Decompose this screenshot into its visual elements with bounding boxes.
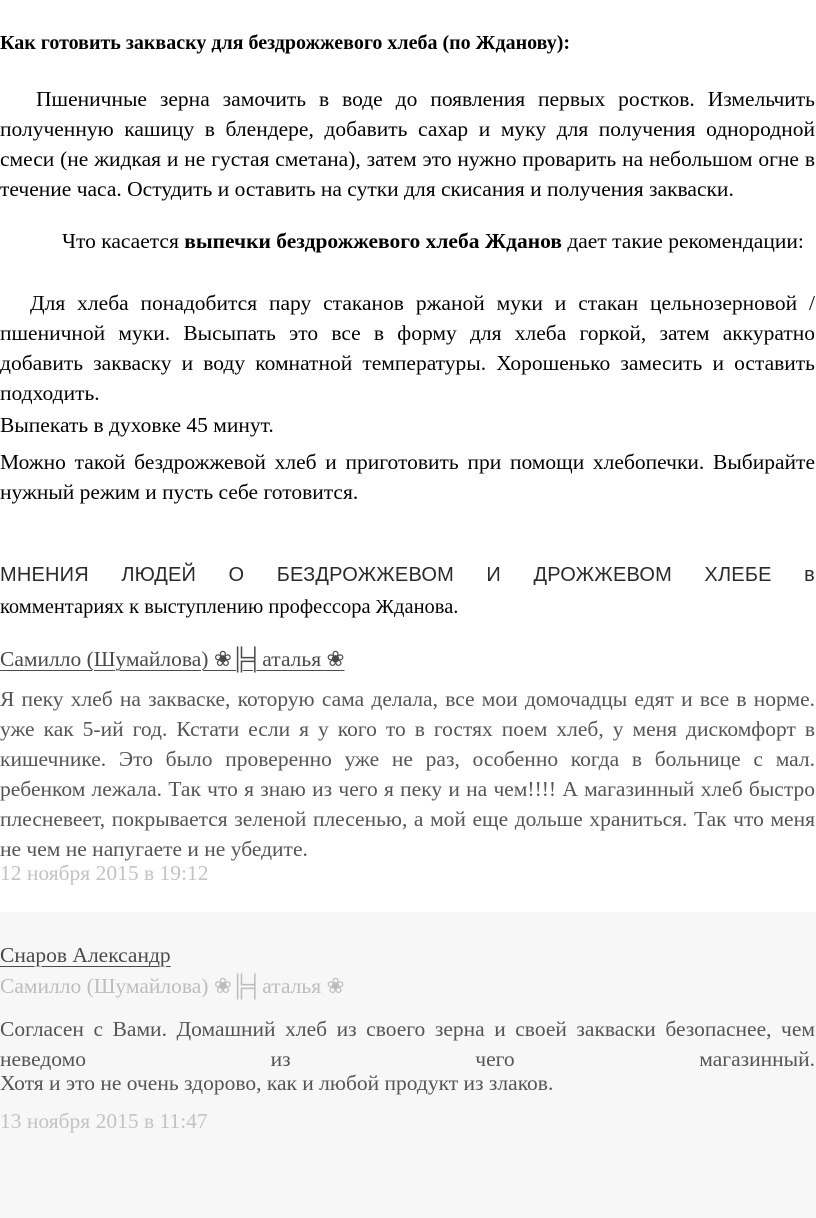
comment-2-date: 13 ноября 2015 в 11:47 [0,1109,208,1133]
recipe-paragraph-2 [0,226,815,256]
recipe-paragraph-1: Пшеничные зерна замочить в воде до появления первых ростков. Измельчить полученную кашицу в блендере, добавить сахар и муку для получения однородной смеси (не жидкая и не густая сметана), затем это нужно проварить на небольшом огне в течение часа. Остудить и оставить на сутки для скисания и получения закваски. [0,87,815,201]
comment-2-text-line-2: Хотя и это не очень здорово, как и любой продукт из злаков. [0,1071,554,1095]
para2-suffix: дает такие рекомендации: [567,229,804,253]
comment-1-text: Я пеку хлеб на закваске, которую сама делала, все мои домочадцы едят и все в норме. уже как 5-ий год. Кстати если я у кого то в гостях поем хлеб, у меня дискомфорт в кишечнике. Это было проверенно уже не раз, особенно когда в больнице с мал. ребенком лежала. Так что я знаю из чего я пеку и на чем!!!! А магазинный хлеб быстро плесневеет, покрывается зеленой плесенью, а мой еще дольше храниться. Так что меня не чем не напугаете и не убедите. [0,687,815,861]
comment-2-author-link[interactable]: Снаров Александр [0,943,171,967]
comment-1-author-link[interactable]: Самилло (Шумайлова) ❀╠╡аталья ❀ [0,647,345,671]
para2-prefix: Что касается [62,229,179,253]
comment-1-date: 12 ноября 2015 в 19:12 [0,861,209,885]
opinions-title-tail: в [804,564,815,586]
para2-bold: выпечки бездрожжевого хлеба Жданов [184,229,562,253]
recipe-paragraph-4: Выпекать в духовке 45 минут. [0,413,274,437]
comment-1 [0,644,815,674]
recipe-heading: Как готовить закваску для бездрожжевого хлеба (по Жданову): [0,32,571,54]
comment-2-reply-to[interactable]: Самилло (Шумайлова) ❀╠╡аталья ❀ [0,974,345,998]
recipe-paragraph-3: Для хлеба понадобится пару стаканов ржаной муки и стакан цельнозерновой /пшеничной муки. Высыпать это все в форму для хлеба горкой, затем аккуратно добавить закваску и воду комнатной температуры. Хорошенько замесить и оставить подходить. [0,291,815,405]
comment-2-text-line-1: Согласен с Вами. Домашний хлеб из своего зерна и своей закваски безопаснее, чем неведомо из чего магазинный. [0,1017,815,1071]
recipe-paragraph-5: Можно такой бездрожжевой хлеб и приготовить при помощи хлебопечки. Выбирайте нужный режим и пусть себе готовится. [0,450,815,504]
comment-2 [0,940,815,970]
opinions-title [0,560,815,590]
opinions-subtitle: комментариях к выступлению профессора Жданова. [0,596,459,618]
opinions-title-caps: МНЕНИЯ ЛЮДЕЙ О БЕЗДРОЖЖЕВОМ И ДРОЖЖЕВОМ ХЛЕБЕ [0,564,772,586]
